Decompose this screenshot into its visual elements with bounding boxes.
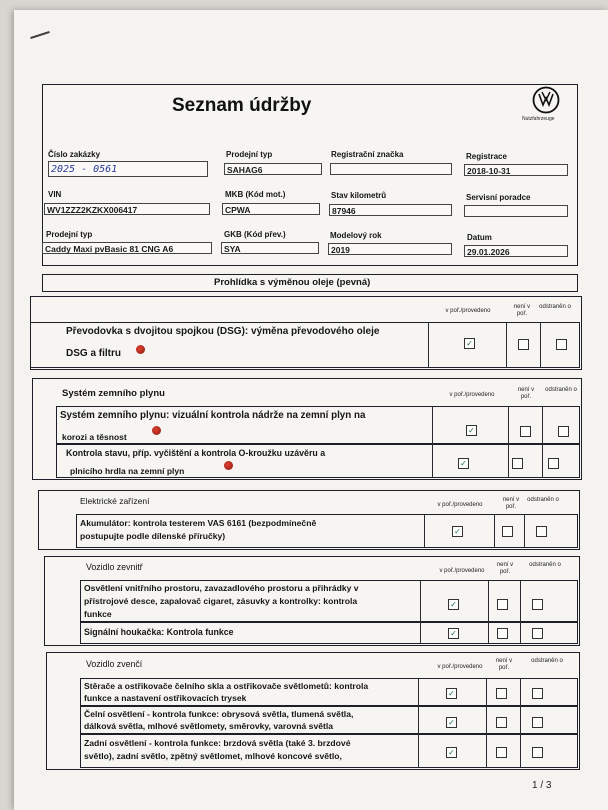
done-checkbox[interactable]: ✓: [446, 688, 457, 699]
red-marker-icon: [136, 345, 145, 354]
page-title: Seznam údržby: [172, 95, 312, 116]
column-divider: [540, 322, 541, 368]
fixed-checkbox[interactable]: [532, 628, 543, 639]
column-divider: [542, 406, 543, 478]
section-title: Elektrické zařízení: [80, 496, 150, 506]
col-done-header: v poř./provedeno: [445, 308, 491, 314]
not-ok-checkbox[interactable]: [496, 747, 507, 758]
date-field: 29.01.2026: [464, 245, 568, 257]
fixed-checkbox[interactable]: [532, 688, 543, 699]
done-checkbox[interactable]: ✓: [448, 628, 459, 639]
registration-plate-field: [330, 163, 452, 175]
column-divider: [508, 406, 509, 478]
vin-field: WV1ZZZ2KZKX006417: [44, 203, 210, 215]
col-not-ok-header: není v poř.: [513, 304, 531, 317]
check-item-text: Kontrola stavu, příp. vyčištění a kontrola O-kroužku uzávěru a: [66, 448, 326, 458]
col-fixed-header: odstraněn o: [539, 304, 571, 310]
field-label: Stav kilometrů: [331, 191, 387, 200]
column-divider: [520, 678, 521, 768]
check-item-text: Osvětlení vnitřního prostoru, zavazadlového prostoru a přihrádky v: [84, 583, 359, 593]
check-item-text: dálková světla, mlhové světlomety, směrovky, varovná světla: [84, 721, 334, 731]
red-marker-icon: [224, 461, 233, 470]
column-divider: [432, 406, 433, 478]
column-divider: [486, 678, 487, 768]
check-item-text: funkce a nastavení ostřikovacích trysek: [84, 693, 247, 703]
field-label: VIN: [48, 190, 62, 199]
column-divider: [494, 514, 495, 548]
check-item-text: Stěrače a ostřikovače čelního skla a ostřikovače světlometů: kontrola: [84, 681, 369, 691]
col-done-header: v poř./provedeno: [439, 568, 485, 574]
done-checkbox[interactable]: ✓: [466, 425, 477, 436]
check-item-text: Akumulátor: kontrola testerem VAS 6161 (bezpodmínečně: [80, 518, 317, 528]
col-fixed-header: odstraněn o: [545, 387, 577, 393]
order-number-field: 2025 - 0561: [48, 161, 208, 177]
check-item-text: korozi a těsnost: [62, 432, 127, 442]
field-label: Prodejní typ: [46, 230, 93, 239]
check-item-text: DSG a filtru: [66, 348, 122, 359]
column-divider: [428, 322, 429, 368]
not-ok-checkbox[interactable]: [497, 628, 508, 639]
not-ok-checkbox[interactable]: [518, 339, 529, 350]
service-advisor-field: [464, 205, 568, 217]
col-not-ok-header: není v poř.: [517, 387, 535, 400]
not-ok-checkbox[interactable]: [502, 526, 513, 537]
not-ok-checkbox[interactable]: [496, 688, 507, 699]
fixed-checkbox[interactable]: [548, 458, 559, 469]
brand-subtitle: Nutzfahrzeuge: [522, 116, 555, 122]
col-fixed-header: odstraněn o: [529, 562, 561, 568]
fixed-checkbox[interactable]: [536, 526, 547, 537]
column-divider: [524, 514, 525, 548]
check-item-text: přístrojové desce, zapalovač cigaret, zásuvky a kontrolky: kontrola: [84, 596, 358, 606]
fixed-checkbox[interactable]: [532, 747, 543, 758]
model-type-field: Caddy Maxi pvBasic 81 CNG A6: [42, 242, 212, 254]
not-ok-checkbox[interactable]: [496, 717, 507, 728]
done-checkbox[interactable]: ✓: [448, 599, 459, 610]
red-marker-icon: [152, 426, 161, 435]
check-item-text: Převodovka s dvojitou spojkou (DSG): výměna převodového oleje: [66, 326, 380, 337]
col-not-ok-header: není v poř.: [495, 658, 513, 671]
field-label: Datum: [467, 233, 492, 242]
fixed-checkbox[interactable]: [558, 426, 569, 437]
check-item-text: plnicího hrdla na zemní plyn: [70, 466, 185, 476]
service-banner-text: Prohlídka s výměnou oleje (pevná): [214, 277, 371, 288]
field-label: Modelový rok: [330, 231, 382, 240]
col-done-header: v poř./provedeno: [437, 664, 483, 670]
done-checkbox[interactable]: ✓: [464, 338, 475, 349]
col-not-ok-header: není v poř.: [502, 497, 520, 510]
section-title: Vozidlo zevnitř: [86, 562, 143, 572]
registration-date-field: 2018-10-31: [464, 164, 568, 176]
fixed-checkbox[interactable]: [532, 599, 543, 610]
field-label: Registrace: [466, 152, 507, 161]
fixed-checkbox[interactable]: [556, 339, 567, 350]
col-fixed-header: odstraněn o: [531, 658, 563, 664]
column-divider: [506, 322, 507, 368]
not-ok-checkbox[interactable]: [512, 458, 523, 469]
field-label: MKB (Kód mot.): [225, 190, 286, 199]
done-checkbox[interactable]: ✓: [446, 717, 457, 728]
not-ok-checkbox[interactable]: [497, 599, 508, 610]
column-divider: [520, 580, 521, 644]
sales-type-field: SAHAG6: [224, 163, 322, 175]
check-item-text: Systém zemního plynu: vizuální kontrola nádrže na zemní plyn na: [60, 410, 366, 421]
check-item-text: funkce: [84, 609, 112, 619]
page-number: 1 / 3: [532, 780, 552, 791]
mileage-field: 87946: [329, 204, 452, 216]
section-title: Systém zemního plynu: [62, 388, 165, 399]
field-label: GKB (Kód přev.): [224, 230, 286, 239]
check-item-text: světlo), zadní světlo, zpětný světlomet, mlhové koncové světlo,: [84, 751, 342, 761]
column-divider: [424, 514, 425, 548]
column-divider: [420, 580, 421, 644]
col-fixed-header: odstraněn o: [527, 497, 559, 503]
model-year-field: 2019: [328, 243, 452, 255]
fixed-checkbox[interactable]: [532, 717, 543, 728]
engine-code-field: CPWA: [222, 203, 320, 215]
column-divider: [488, 580, 489, 644]
field-label: Servisní poradce: [466, 193, 531, 202]
check-item-text: Signální houkačka: Kontrola funkce: [84, 627, 234, 637]
vw-logo-icon: [532, 86, 560, 114]
not-ok-checkbox[interactable]: [520, 426, 531, 437]
field-label: Prodejní typ: [226, 150, 273, 159]
check-item-text: Čelní osvětlení - kontrola funkce: obrysová světla, tlumená světla,: [84, 709, 354, 719]
check-item-text: postupujte podle dílenské příručky): [80, 531, 226, 541]
done-checkbox[interactable]: ✓: [452, 526, 463, 537]
col-not-ok-header: není v poř.: [496, 562, 514, 575]
section-title: Vozidlo zvenčí: [86, 659, 143, 669]
gearbox-code-field: SYA: [221, 242, 319, 254]
done-checkbox[interactable]: ✓: [446, 747, 457, 758]
field-label: Registrační značka: [331, 150, 404, 159]
col-done-header: v poř./provedeno: [449, 392, 495, 398]
col-done-header: v poř./provedeno: [437, 502, 483, 508]
field-label: Číslo zakázky: [48, 150, 101, 159]
done-checkbox[interactable]: ✓: [458, 458, 469, 469]
check-item-text: Zadní osvětlení - kontrola funkce: brzdová světla (také 3. brzdové: [84, 738, 351, 748]
column-divider: [418, 678, 419, 768]
